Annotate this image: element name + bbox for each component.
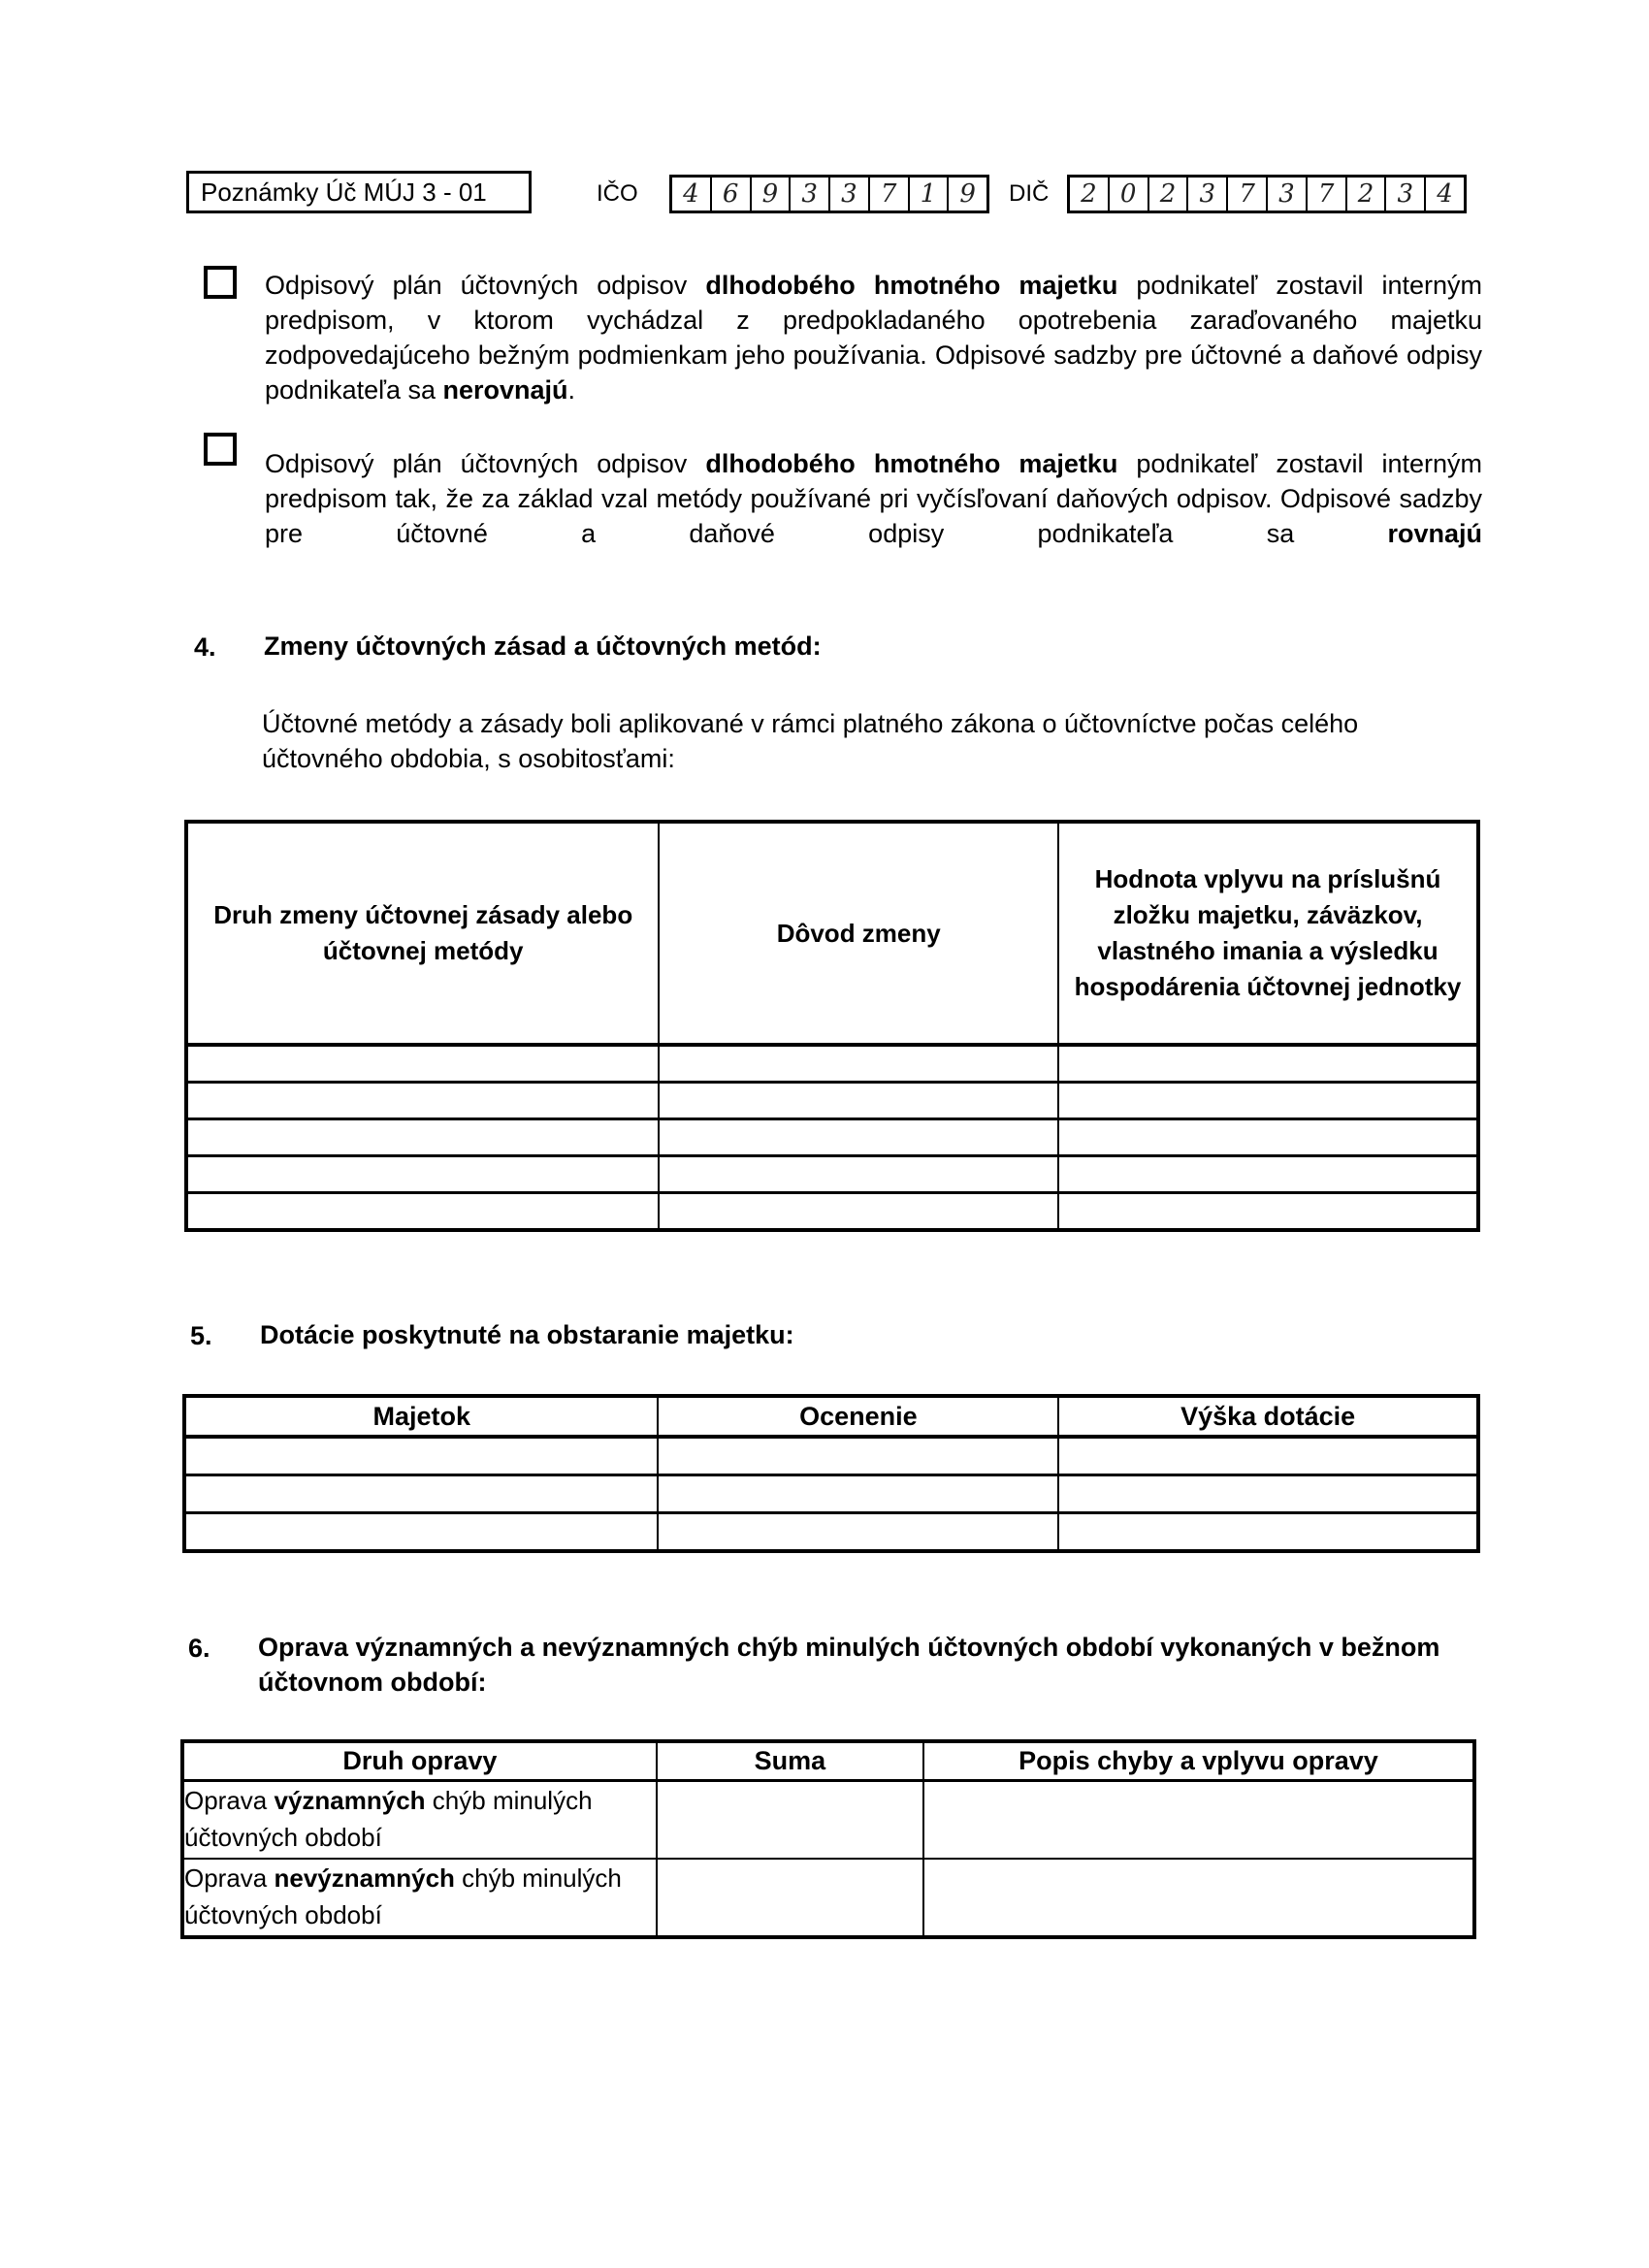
cell[interactable] [184,1437,658,1475]
ico-digit: 1 [908,178,948,211]
option-rovnaju-checkbox[interactable] [204,433,237,466]
dic-label: DIČ [1009,180,1050,207]
bold-text: nerovnajú [442,375,568,405]
column-header: Výška dotácie [1058,1396,1478,1437]
table-row [184,1475,1478,1513]
section-4-number: 4. [194,632,216,662]
row-label [182,1859,657,1937]
text: Odpisový plán účtovných odpisov [265,449,706,478]
cell[interactable] [1058,1156,1478,1193]
cell[interactable] [1058,1513,1478,1552]
text: podnikateľ zostavil interným predpisom tak, že za základ vzal metódy používané pri vyčísľovaní daňových odpisov. Odpisové sadzby pre účtovné a daňové odpisy podnikateľa sa [265,449,1483,548]
ico-digit: 9 [750,178,790,211]
bold-text: významných [274,1786,426,1815]
cell[interactable] [186,1119,659,1156]
cell[interactable] [1058,1193,1478,1231]
cell[interactable] [658,1437,1058,1475]
bold-text: dlhodobého hmotného majetku [705,449,1118,478]
cell[interactable] [1058,1475,1478,1513]
section-5-title: Dotácie poskytnuté na obstaranie majetku: [260,1320,794,1349]
dic-digit: 2 [1345,178,1385,211]
table-row [182,1781,1474,1860]
column-header: Popis chyby a vplyvu opravy [923,1741,1474,1781]
cell[interactable] [658,1513,1058,1552]
ico-digit: 3 [828,178,868,211]
suma-cell[interactable] [657,1781,923,1860]
table-row [186,1156,1478,1193]
cell[interactable] [184,1513,658,1552]
cell[interactable] [186,1156,659,1193]
option-rovnaju-text [265,446,1482,551]
option-nerovnaju-checkbox[interactable] [204,266,237,299]
text: Odpisový plán účtovných odpisov [265,271,706,300]
section-4-title: Zmeny účtovných zásad a účtovných metód: [264,632,822,661]
ico-field[interactable] [669,175,989,213]
table-row [186,1083,1478,1119]
subsidies-table [182,1394,1480,1553]
text: Oprava [184,1863,275,1893]
dic-digit: 2 [1081,179,1097,209]
row-label [182,1781,657,1860]
section-6-title: Oprava významných a nevýznamných chýb minulých účtovných období vykonaných v bežnom účtovnom období: [258,1633,1440,1697]
cell[interactable] [659,1156,1058,1193]
dic-digit: 2 [1148,178,1187,211]
table-row [182,1859,1474,1937]
cell[interactable] [1058,1437,1478,1475]
table-row [184,1513,1478,1552]
ico-digit: 6 [710,178,750,211]
table-row [186,1119,1478,1156]
section-4-intro: Účtovné metódy a zásady boli aplikované v rámci platného zákona o účtovníctve počas celého účtovného obdobia, s osobitosťami: [262,709,1359,773]
column-header: Druh opravy [182,1741,657,1781]
cell[interactable] [1058,1045,1478,1083]
dic-digit: 7 [1306,178,1345,211]
text: . [567,375,576,405]
dic-digit: 3 [1384,178,1424,211]
table-row [186,1045,1478,1083]
cell[interactable] [186,1193,659,1231]
bold-text: dlhodobého hmotného majetku [705,271,1118,300]
bold-text: nevýznamných [274,1863,455,1893]
popis-cell[interactable] [923,1859,1474,1937]
suma-cell[interactable] [657,1859,923,1937]
cell[interactable] [659,1045,1058,1083]
cell[interactable] [1058,1119,1478,1156]
text: chýb minulých účtovných období [184,1863,622,1929]
cell[interactable] [659,1119,1058,1156]
text: podnikateľ zostavil interným predpisom, v ktorom vychádzal z predpokladaného opotrebenia zaraďovaného majetku zodpovedajúceho bežným podmienkam jeho používania. Odpisové sadzby pre účtovné a daňové odpisy podnikateľa sa [265,271,1483,405]
column-header: Suma [657,1741,923,1781]
ico-digit: 3 [789,178,828,211]
ico-digit: 9 [947,178,986,211]
cell[interactable] [1058,1083,1478,1119]
text: Oprava [184,1786,275,1815]
cell[interactable] [186,1045,659,1083]
dic-digit: 4 [1424,178,1464,211]
accounting-changes-table [184,820,1480,1232]
cell[interactable] [659,1083,1058,1119]
popis-cell[interactable] [923,1781,1474,1860]
column-header: Druh zmeny účtovnej zásady alebo účtovnej metódy [186,822,659,1045]
cell[interactable] [186,1083,659,1119]
cell[interactable] [184,1475,658,1513]
form-title: Poznámky Úč MÚJ 3 - 01 [186,171,532,213]
column-header: Ocenenie [658,1396,1058,1437]
table-row [184,1437,1478,1475]
dic-digit: 7 [1226,178,1266,211]
option-nerovnaju-text [265,268,1482,407]
dic-digit: 3 [1186,178,1226,211]
error-corrections-table [180,1739,1476,1939]
column-header: Dôvod zmeny [659,822,1058,1045]
dic-digit: 0 [1108,178,1148,211]
bold-text: rovnajú [1387,519,1482,548]
table-row [186,1193,1478,1231]
text: chýb minulých účtovných období [184,1786,593,1852]
dic-field[interactable] [1067,175,1467,213]
ico-label: IČO [597,180,638,207]
section-5-number: 5. [190,1321,212,1350]
ico-digit: 7 [868,178,908,211]
cell[interactable] [659,1193,1058,1231]
column-header: Hodnota vplyvu na príslušnú zložku majetku, záväzkov, vlastného imania a výsledku hospodárenia účtovnej jednotky [1058,822,1478,1045]
dic-digit: 3 [1266,178,1306,211]
cell[interactable] [658,1475,1058,1513]
section-6-number: 6. [188,1634,210,1663]
column-header: Majetok [184,1396,658,1437]
ico-digit: 4 [683,179,699,209]
